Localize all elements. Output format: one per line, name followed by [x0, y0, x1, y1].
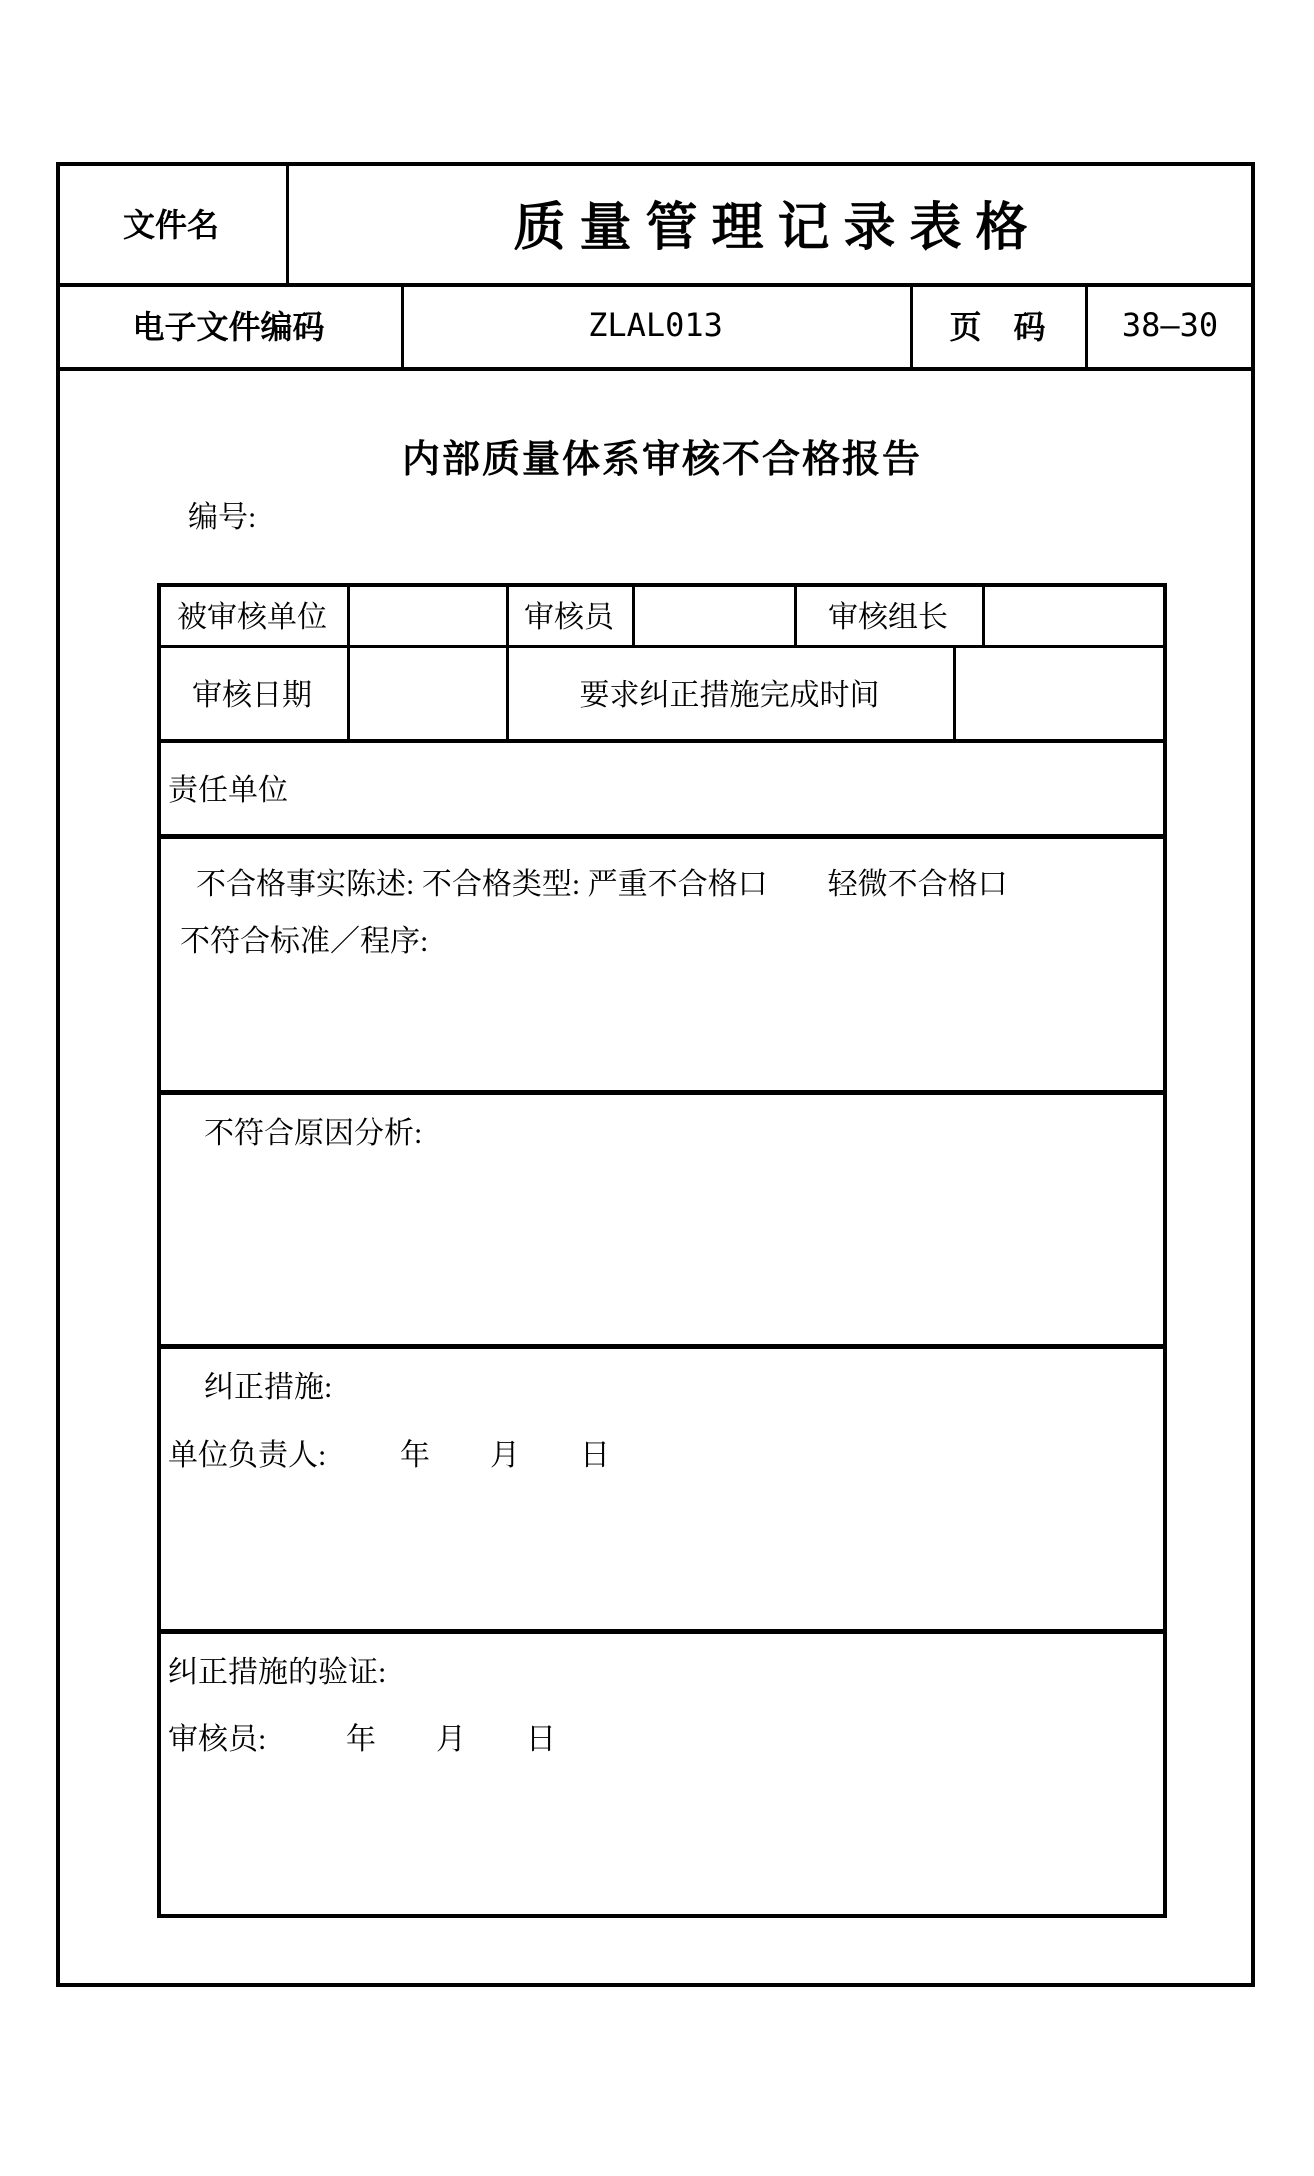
- verification-date-text: 年 月 日: [346, 1723, 556, 1756]
- audited-unit-value-cell[interactable]: [350, 586, 506, 645]
- nonconformity-standard-line: 不符合标准／程序:: [180, 925, 429, 958]
- verification-auditor-label: 审核员:: [168, 1723, 267, 1756]
- page-no-label: 页 码: [949, 309, 1046, 345]
- audit-date-value-cell[interactable]: [350, 648, 506, 739]
- verification-label: 纠正措施的验证:: [168, 1656, 387, 1689]
- page-no-value: 38—30: [1121, 306, 1219, 344]
- nonconformity-statement-line: 不合格事实陈述: 不合格类型: 严重不合格口 轻微不合格口: [196, 868, 1008, 901]
- deadline-label: 要求纠正措施完成时间: [579, 679, 880, 712]
- auditor-label: 审核员: [524, 601, 614, 634]
- form-title: 质量管理记录表格: [513, 199, 1042, 257]
- team-leader-label: 审核组长: [828, 601, 948, 634]
- serial-number-field[interactable]: [280, 496, 700, 536]
- cause-analysis-section[interactable]: [161, 1095, 1163, 1344]
- verification-section[interactable]: [161, 1634, 1163, 1918]
- audit-date-label: 审核日期: [192, 679, 312, 712]
- team-leader-value-cell[interactable]: [985, 586, 1167, 645]
- deadline-value-cell[interactable]: [956, 648, 1167, 739]
- corrective-action-label: 纠正措施:: [204, 1371, 333, 1404]
- header-grid-line: [56, 367, 1255, 371]
- auditor-value-cell[interactable]: [635, 586, 794, 645]
- file-code-label: 电子文件编码: [132, 309, 325, 345]
- corrective-action-section[interactable]: [161, 1349, 1163, 1629]
- audited-unit-label: 被审核单位: [177, 601, 327, 634]
- nonconformity-section[interactable]: [161, 839, 1163, 1090]
- file-name-label: 文件名: [122, 206, 219, 243]
- serial-number-label: 编号:: [188, 501, 257, 534]
- responsible-unit-label: 责任单位: [168, 773, 288, 807]
- report-title: 内部质量体系审核不合格报告: [401, 438, 922, 481]
- responsible-unit-value-cell[interactable]: [320, 743, 1165, 832]
- file-code-value: ZLAL013: [588, 306, 723, 344]
- cause-analysis-label: 不符合原因分析:: [204, 1117, 423, 1150]
- unit-head-signer-label: 单位负责人:: [168, 1439, 327, 1472]
- unit-head-date-text: 年 月 日: [400, 1439, 610, 1472]
